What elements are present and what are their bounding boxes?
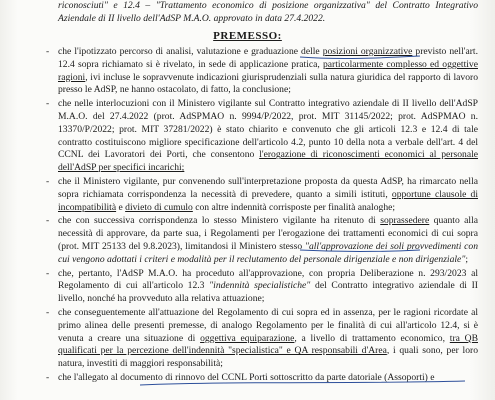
underlined-text: posizioni organizzative — [322, 46, 413, 57]
text-run: , i quali sono, per loro natura, investiti di maggiori responsabilità; — [58, 345, 478, 370]
premesso-item — [46, 306, 478, 371]
text-run: che l'ipotizzato percorso di analisi, valutazione e graduazione delle — [58, 46, 323, 57]
text-run: ; — [465, 253, 469, 265]
underlined-text: oggettiva equiparazione — [200, 332, 295, 344]
header-paragraph — [58, 0, 478, 26]
bullet-dash: - — [46, 98, 50, 110]
underlined-text: soprassedere — [380, 215, 430, 227]
bullet-dash: - — [46, 306, 50, 318]
text-run: previsto nell'art. 12.4 sopra richiamato si è rivelato, in sede di applicazione pratica, — [58, 46, 478, 70]
text-run: che il Ministero vigilante, pur convenendo sull'interpretazione proposta da questa AdSP, ha rimarcato nella sopra richiamata corrispondenza la necessità di prevedere, quanto a simili istituti, — [58, 175, 478, 200]
italic-text: "indennità specialistiche" — [209, 280, 311, 292]
bullet-dash: - — [46, 215, 50, 227]
underlined-text: tra QB qualificati per la percezione dell'indennità "specialistica" e QA responsabili d'Area — [58, 332, 478, 357]
premesso-item — [46, 371, 478, 385]
premesso-list — [46, 46, 479, 385]
premesso-item — [46, 175, 479, 214]
premesso-item — [46, 215, 478, 266]
bullet-dash: - — [46, 46, 50, 57]
text-run: che conseguentemente all'attuazione del Regolamento di cui sopra ed in assenza, per le ragioni ricordate al primo alinea delle presenti premesse, di analogo Regolamento per le finalità di cui all'articolo 12.4, si è venuta a creare una situazione di — [58, 306, 478, 344]
bullet-dash: - — [46, 175, 50, 187]
text-run: e — [116, 201, 126, 213]
premesso-item — [46, 267, 478, 306]
text-run: quanto alla necessità di approvare, da parte sua, i Regolamenti per l'erogazione dei trattamenti economici di cui sopra (prot. MIT 25133 del 9.8.2023), limitandosi il Ministero stesso — [58, 215, 478, 252]
underlined-text: divieto di cumulo — [125, 201, 193, 213]
text-run: che, pertanto, l'AdSP M.A.O. ha proceduto all'approvazione, con propria Deliberazione n. 293/2023 al Regolamento di cui all'articolo 12.3 — [58, 267, 478, 292]
text-run: con altre indennità corrisposte per finalità analoghe; — [192, 201, 396, 213]
underlined-text: l'erogazione di riconoscimenti economici al personale dell'AdSP per specifici incarichi; — [58, 149, 479, 174]
italic-text: "all'approvazione dei soli provvedimenti con cui vengono adottati i criteri e modalità per il reclutamento del personale dirigenziale e non dirigenziale" — [58, 240, 478, 265]
text-run: che con successiva corrispondenza lo stesso Ministero vigilante ha ritenuto di — [58, 215, 381, 227]
underlined-text: particolarmente complesso ed oggettive ragioni — [58, 58, 478, 83]
text-run: che l'allegato al documento di rinnovo del CCNL Porti sottoscritto da parte datoriale (Assoporti) e — [58, 371, 435, 383]
section-title: PREMESSO: — [213, 30, 282, 42]
text-run: , ivi incluse le sopravvenute indicazioni giurisprudenziali sulla natura giuridica del rapporto di lavoro presso le AdSP, ne hanno ostacolato, di fatto, la conclusione; — [58, 71, 478, 96]
bullet-dash: - — [46, 267, 50, 279]
bullet-dash: - — [46, 371, 50, 383]
text-run: , a livello di trattamento economico, — [294, 332, 450, 344]
text-run: del Contratto integrativo aziendale di II livello, nonché ha provveduto alla relativa attuazione; — [58, 280, 478, 305]
text-run: che nelle interlocuzioni con il Ministero vigilante sul Contratto integrativo aziendale di II livello dell'AdSP M.A.O. del 27.4.2022 (prot. AdSPMAO n. 9994/P/2022, prot. MIT 31145/2022; prot. AdSPMAO n. 13370/P/2022; prot. MIT 37281/2022) è stato chiarito e convenuto che gli articoli 12.3 e 12.4 di tale contratto costituiscono migliore specificazione dell'articolo 4.2, punto 10 della nota a verbale dell'art. 4 del CCNL dei Lavoratori dei Porti, che consentono — [58, 98, 478, 161]
premesso-item — [46, 46, 478, 97]
header-line: riconosciuti" e 12.4 – "Trattamento economico di posizione organizzativa" del Contratto Integrativo Aziendale di II livello dell'AdSP M.A.O. approvato in data 27.4.2022. — [58, 0, 478, 24]
premesso-item — [46, 98, 479, 175]
underlined-text: opportune clausole di incompatibilità — [58, 188, 479, 213]
